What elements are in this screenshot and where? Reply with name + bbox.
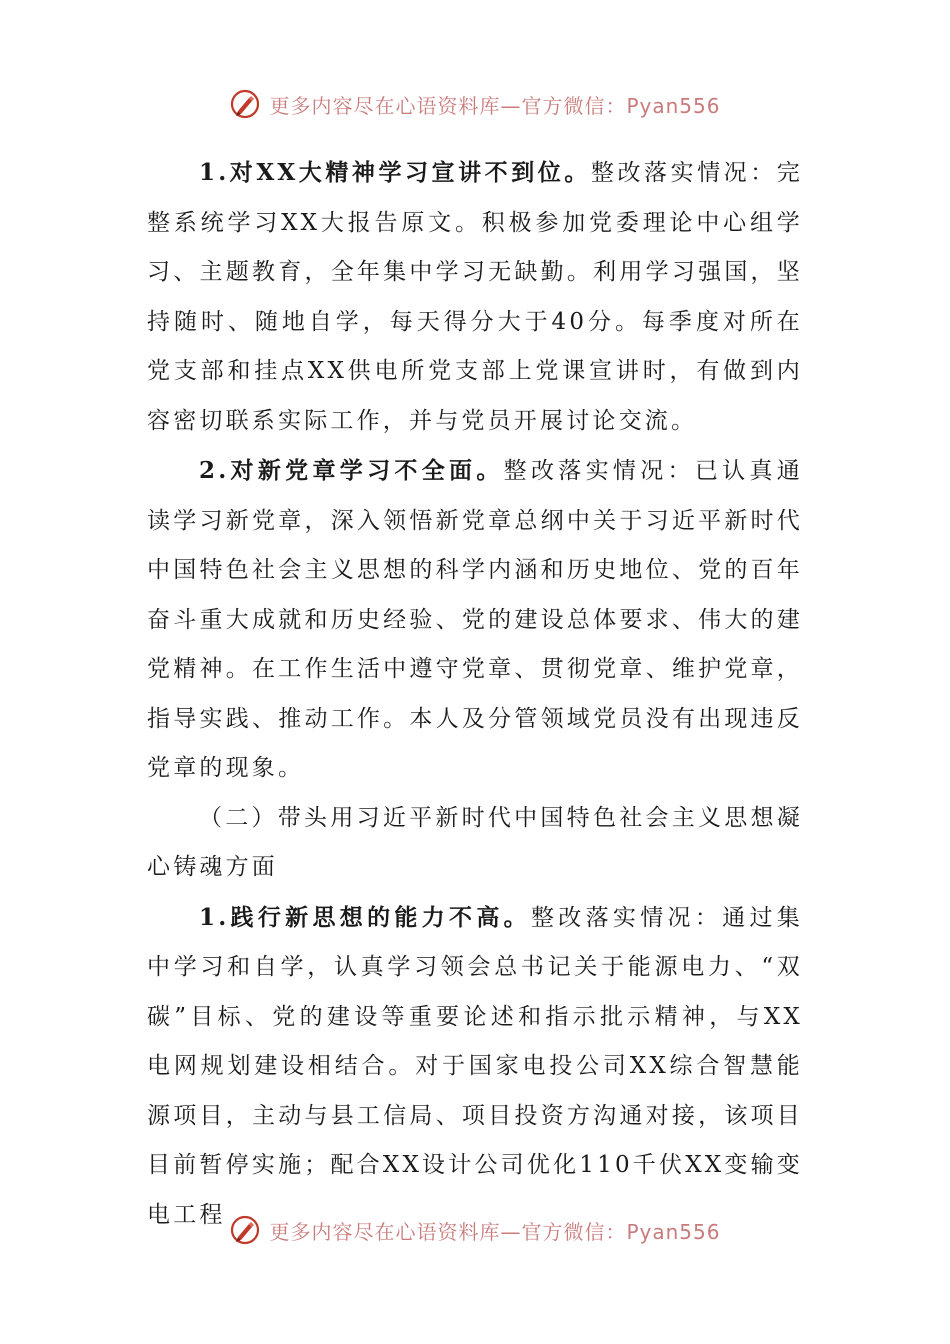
paragraph-body: 整改落实情况：通过集中学习和自学，认真学习领会总书记关于能源电力、“双碳”目标、党的建设等重要论述和指示批示精神，与XX电网规划建设相结合。对于国家电投公司XX综合智慧能源项目，主动与县工信局、项目投资方沟通对接，该项目目前暂停实施；配合XX设计公司优化110千伏XX变输变电工程 bbox=[147, 904, 803, 1228]
section-heading: （二）带头用习近平新时代中国特色社会主义思想凝心铸魂方面 bbox=[147, 804, 803, 880]
pen-logo-icon bbox=[229, 1214, 261, 1246]
pen-logo-icon bbox=[229, 88, 261, 120]
watermark-text: 更多内容尽在心语资料库—官方微信：Pyan556 bbox=[269, 93, 721, 118]
document-body bbox=[147, 148, 803, 1240]
paragraph bbox=[147, 446, 803, 794]
paragraph-lead: 2.对新党章学习不全面。 bbox=[199, 457, 504, 484]
paragraph-lead: 1.对XX大精神学习宣讲不到位。 bbox=[199, 159, 591, 186]
watermark-banner-top bbox=[0, 84, 950, 124]
paragraph-lead: 1.践行新思想的能力不高。 bbox=[199, 903, 531, 931]
paragraph bbox=[147, 893, 803, 1241]
paragraph-body: 整改落实情况：已认真通读学习新党章，深入领悟新党章总纲中关于习近平新时代中国特色社会主义思想的科学内涵和历史地位、党的百年奋斗重大成就和历史经验、党的建设总体要求、伟大的建党精神。在工作生活中遵守党章、贯彻党章、维护党章，指导实践、推动工作。本人及分管领域党员没有出现违反党章的现象。 bbox=[147, 458, 803, 781]
watermark-text: 更多内容尽在心语资料库—官方微信：Pyan556 bbox=[269, 1219, 721, 1244]
watermark-banner-bottom bbox=[0, 1210, 950, 1250]
paragraph bbox=[147, 148, 803, 446]
paragraph-body: 整改落实情况：完整系统学习XX大报告原文。积极参加党委理论中心组学习、主题教育，全年集中学习无缺勤。利用学习强国，坚持随时、随地自学，每天得分大于40分。每季度对所在党支部和挂点XX供电所党支部上党课宣讲时，有做到内容密切联系实际工作，并与党员开展讨论交流。 bbox=[147, 160, 803, 434]
